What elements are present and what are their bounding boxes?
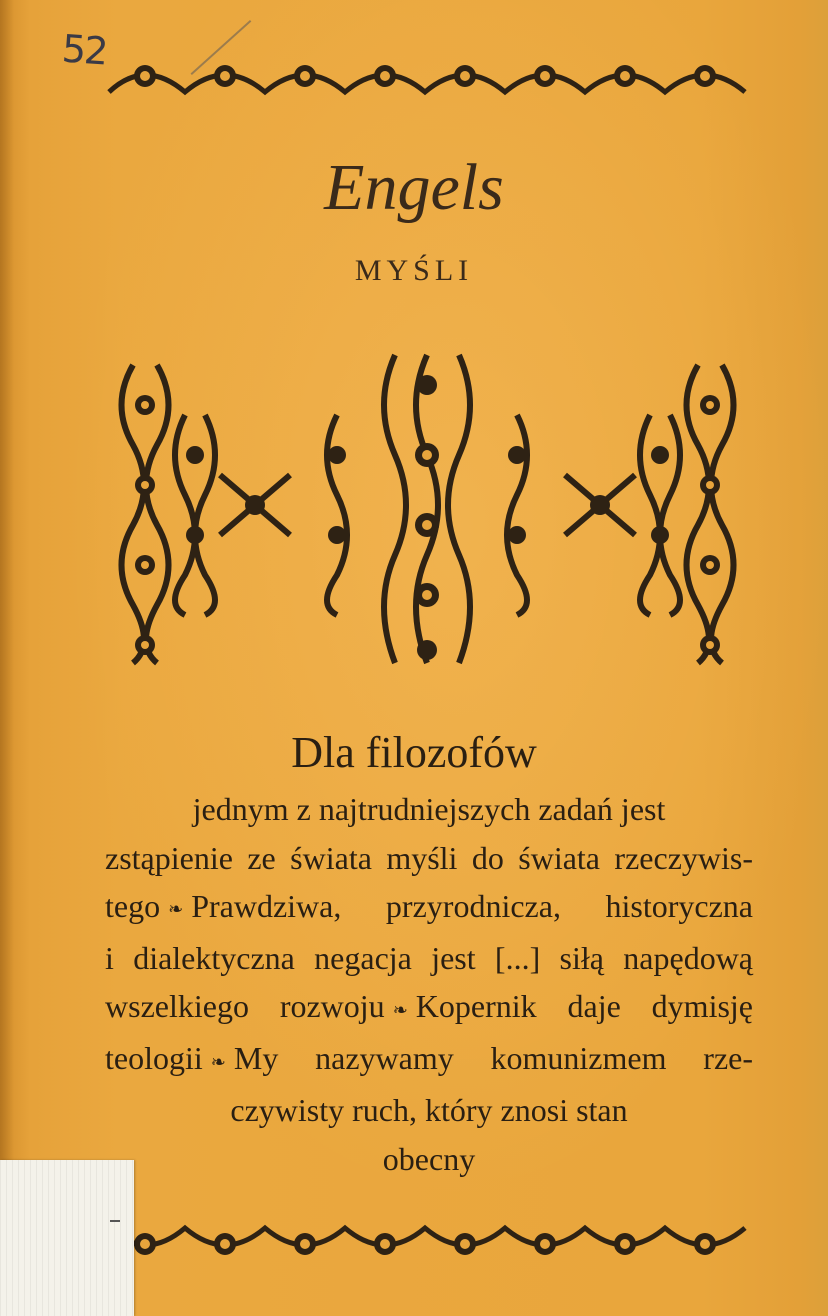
author-name: Engels [324, 151, 504, 224]
blurb-line: czywisty ruch, który znosi stan [230, 1092, 628, 1129]
central-ornament-panel-icon [105, 345, 750, 670]
blurb-line: obecny [382, 1140, 476, 1177]
blurb-line [105, 1034, 753, 1086]
blurb-line: i dialektyczna negacja jest [...] siłą napędową [105, 939, 753, 976]
blurb-text [105, 785, 753, 1183]
blurb-fragment: My nazywamy komunizmem rze- [233, 1040, 753, 1077]
blurb-fragment: tego [105, 888, 161, 924]
blurb-fragment: wszelkiego rozwoju [105, 988, 385, 1025]
separator-icon: ❧ [210, 1051, 226, 1072]
library-label [0, 1160, 134, 1316]
blurb-line: zstąpienie ze świata myśli do świata rzeczywis- [105, 839, 753, 876]
blurb-heading: Dla filozofów [291, 728, 537, 777]
blurb-line: jednym z najtrudniejszych zadań jest [192, 791, 666, 827]
blurb-line [105, 982, 753, 1034]
blurb-line [105, 882, 753, 934]
separator-icon: ❧ [392, 999, 408, 1020]
blurb-fragment: Kopernik daje dymisję [415, 988, 754, 1025]
separator-icon: ❧ [168, 899, 184, 920]
book-title: MYŚLI [354, 254, 474, 287]
blurb-fragment: Prawdziwa, przyrodnicza, historyczna [191, 888, 753, 924]
blurb-fragment: teologii [105, 1040, 203, 1077]
bottom-ornament-border-icon [105, 1218, 750, 1272]
label-mark [110, 1220, 120, 1222]
handwritten-number: 52 [60, 26, 108, 74]
top-ornament-border-icon [105, 48, 750, 102]
